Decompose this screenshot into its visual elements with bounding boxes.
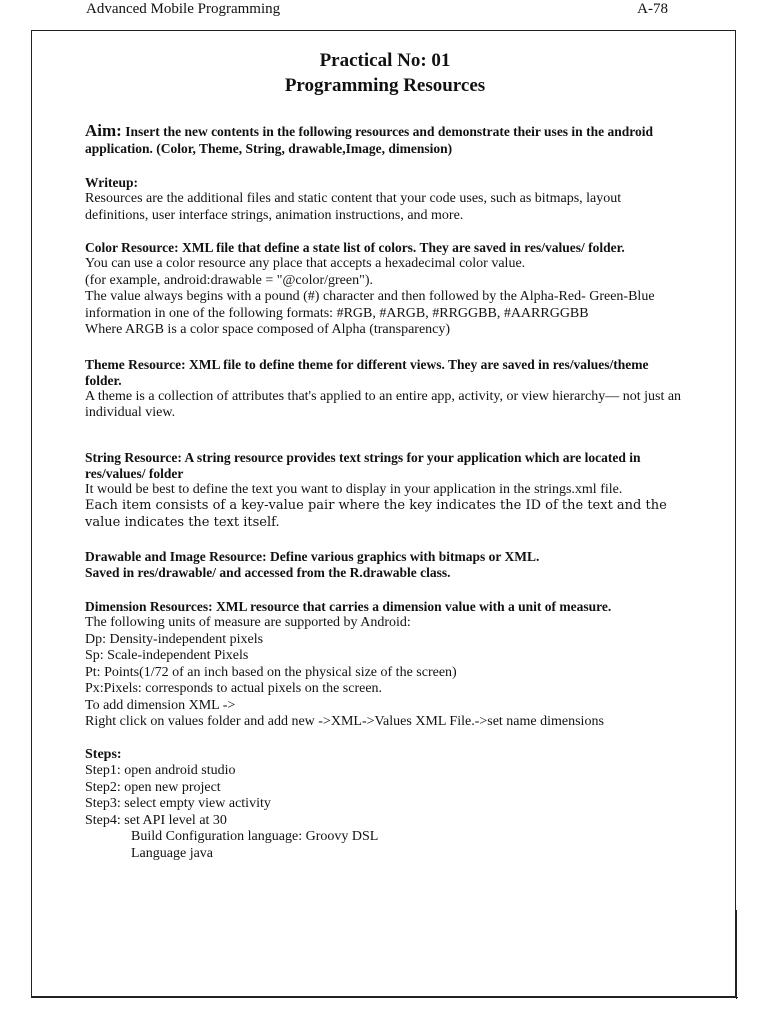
aim-text: Insert the new contents in the following resources and demonstrate their uses in the android application. (Color, Theme, String, drawable,Image, dimension) [85, 124, 653, 156]
string-line: It would be best to define the text you want to display in your application in the strings.xml file. [85, 481, 623, 497]
string-heading: String Resource: A string resource provides text strings for your application which are located in res/values/ folder [85, 449, 641, 481]
color-section [85, 240, 685, 339]
step-sub-item: Build Configuration language: Groovy DSL [131, 829, 379, 844]
step-sub-item: Language java [131, 845, 214, 861]
dimension-line: To add dimension XML -> [85, 697, 236, 713]
color-line: Where ARGB is a color space composed of Alpha (transparency) [85, 322, 451, 337]
dimension-line: Right click on values folder and add new ->XML->Values XML File.->set name dimensions [85, 714, 604, 729]
aim-paragraph [85, 122, 685, 157]
color-heading: Color Resource: XML file that define a state list of colors. They are saved in res/values/ folder. [85, 240, 625, 255]
step-item: Step3: select empty view activity [85, 796, 271, 811]
step-item: Step2: open new project [85, 779, 221, 795]
theme-section [85, 357, 685, 422]
writeup-section [85, 175, 685, 224]
dimension-line: The following units of measure are supported by Android: [85, 615, 411, 630]
writeup-body: Resources are the additional files and static content that your code uses, such as bitmaps, layout definitions, user interface strings, animation instructions, and more. [85, 191, 622, 223]
course-name: Advanced Mobile Programming [86, 1, 281, 17]
page-code: A-78 [637, 1, 668, 17]
writeup-heading: Writeup: [85, 175, 138, 190]
drawable-heading: Drawable and Image Resource: Define various graphics with bitmaps or XML. [85, 549, 540, 564]
dimension-line: Dp: Density-independent pixels [85, 631, 264, 647]
page-border-bottom [31, 997, 738, 998]
page-border-right-shadow [736, 910, 737, 999]
practical-topic: Programming Resources [284, 75, 486, 96]
steps-section [85, 747, 685, 863]
theme-body: A theme is a collection of attributes that's applied to an entire app, activity, or view hierarchy— not just an individual view. [85, 388, 682, 420]
step-item: Step1: open android studio [85, 763, 236, 778]
theme-heading: Theme Resource: XML file to define theme for different views. They are saved in res/values/theme folder. [85, 356, 649, 388]
string-line: Each item consists of a key-value pair where the key indicates the ID of the text and the value indicates the text itself. [85, 498, 667, 530]
dimension-line: Pt: Points(1/72 of an inch based on the physical size of the screen) [85, 664, 457, 680]
dimension-heading: Dimension Resources: XML resource that carries a dimension value with a unit of measure. [85, 599, 612, 614]
aim-label: Aim: [85, 121, 122, 140]
color-line: You can use a color resource any place that accepts a hexadecimal color value. [85, 256, 526, 271]
practical-number: Practical No: 01 [319, 50, 451, 71]
step-item: Step4: set API level at 30 [85, 812, 227, 828]
document-body [85, 48, 685, 862]
running-header [86, 1, 668, 18]
string-section [85, 450, 685, 532]
drawable-section [85, 549, 685, 581]
dimension-line: Px:Pixels: corresponds to actual pixels on the screen. [85, 681, 383, 696]
dimension-section [85, 599, 685, 731]
color-line: The value always begins with a pound (#) character and then followed by the Alpha-Red- Green-Blue information in one of the following formats: #RGB, #ARGB, #RRGGBB, #AARRGGBB [85, 289, 655, 321]
drawable-heading: Saved in res/drawable/ and accessed from the R.drawable class. [85, 565, 451, 580]
steps-heading: Steps: [85, 746, 122, 762]
dimension-line: Sp: Scale-independent Pixels [85, 648, 249, 663]
color-line: (for example, android:drawable = "@color/green"). [85, 272, 373, 288]
